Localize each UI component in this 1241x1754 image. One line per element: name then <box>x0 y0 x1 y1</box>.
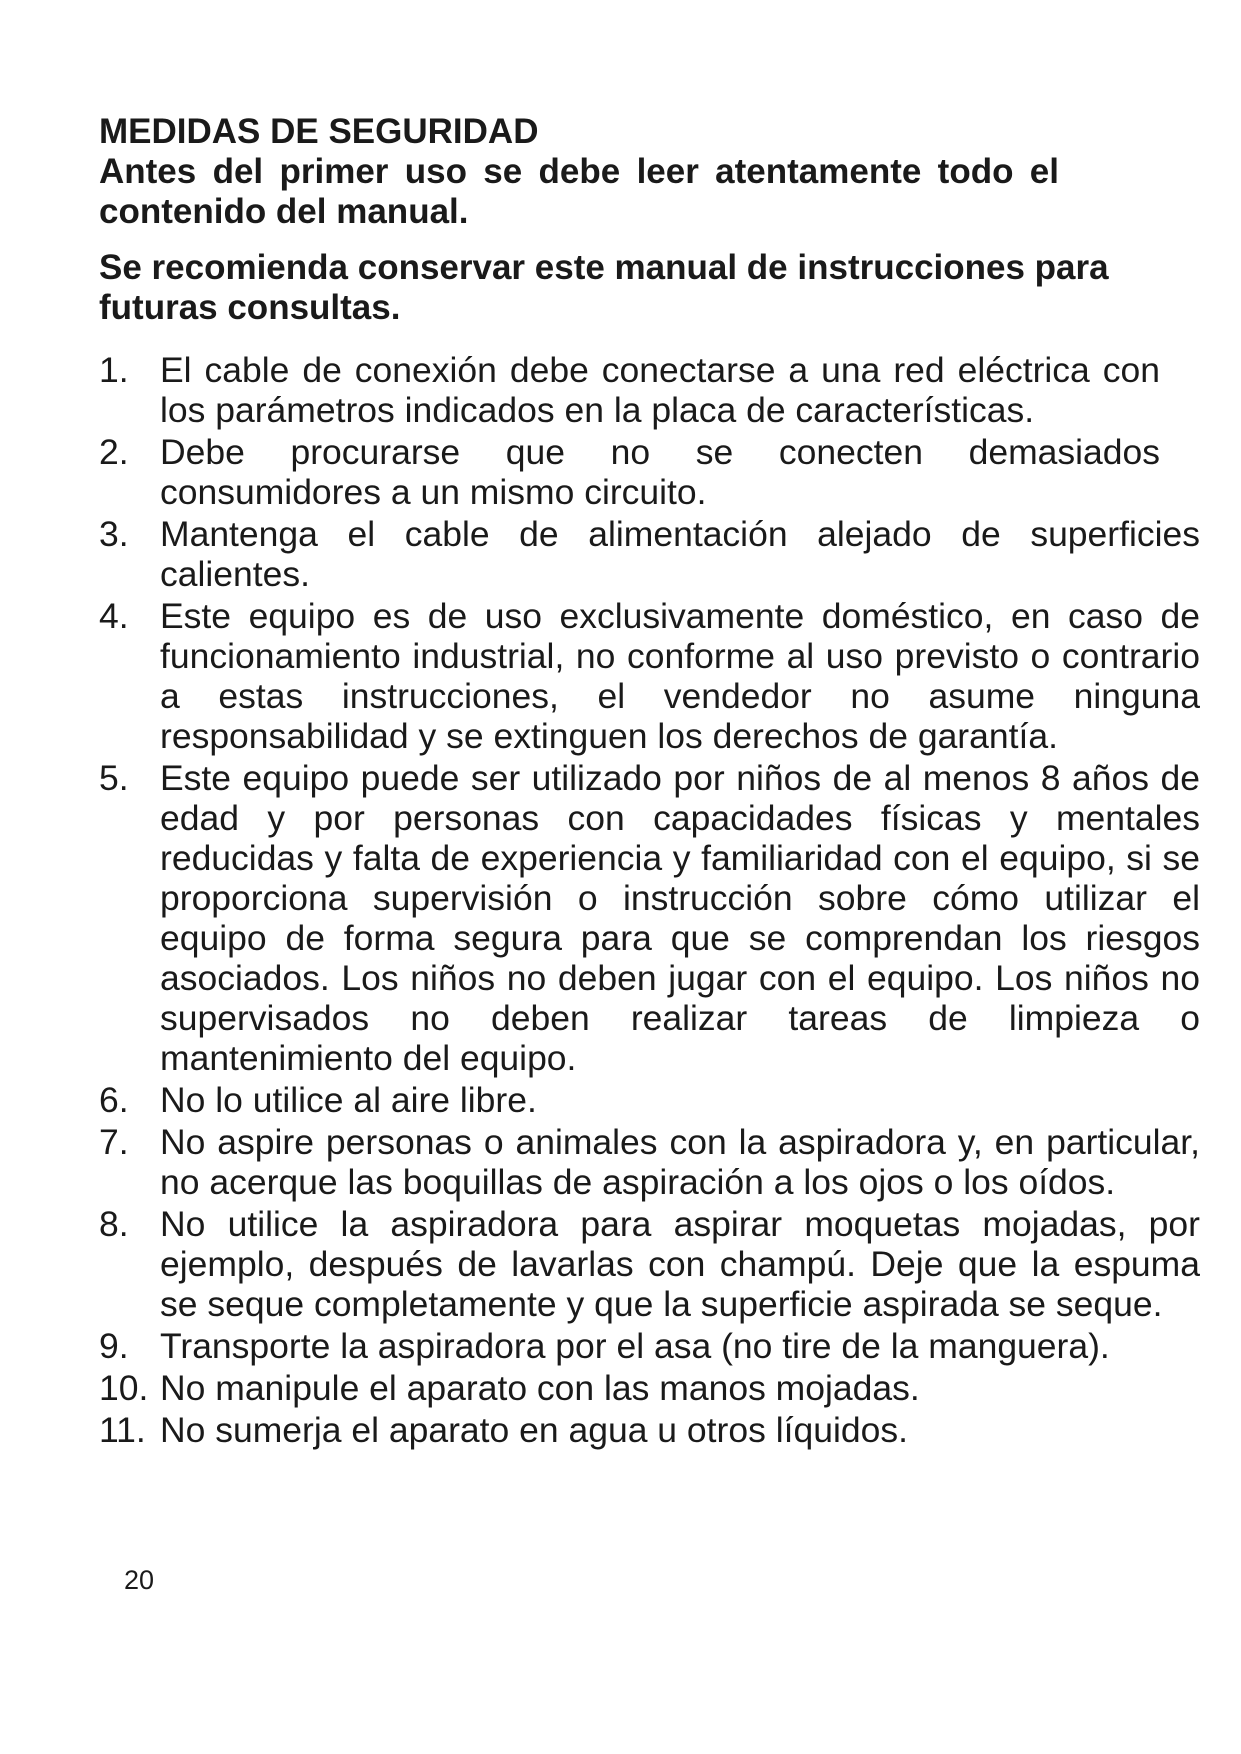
item-number: 11. <box>99 1410 146 1450</box>
item-text: No utilice la aspiradora para aspirar moquetas mojadas, por ejemplo, después de lavarlas con champú. Deje que la espuma se seque completamente y que la superficie aspirada se seque. <box>160 1204 1200 1324</box>
item-text: No sumerja el aparato en agua u otros líquidos. <box>160 1410 908 1450</box>
item-number: 9. <box>99 1326 129 1366</box>
list-item <box>99 514 1200 594</box>
item-number: 5. <box>99 758 129 798</box>
item-text: No manipule el aparato con las manos mojadas. <box>160 1368 920 1408</box>
safety-rules-list <box>99 350 1200 1450</box>
item-text: El cable de conexión debe conectarse a una red eléctrica con los parámetros indicados en la placa de características. <box>160 350 1160 430</box>
item-text: No lo utilice al aire libre. <box>160 1080 537 1120</box>
keep-manual-note: Se recomienda conservar este manual de instrucciones para futuras consultas. <box>99 248 1109 327</box>
page-number: 20 <box>124 1565 155 1595</box>
item-number: 4. <box>99 596 129 636</box>
safety-section <box>99 112 1200 1452</box>
item-number: 8. <box>99 1204 129 1244</box>
item-text: Este equipo puede ser utilizado por niños de al menos 8 años de edad y por personas con capacidades físicas y mentales reducidas y falta de experiencia y familiaridad con el equipo, si se proporciona supervisión o instrucción sobre cómo utilizar el equipo de forma segura para que se comprendan los riesgos asociados. Los niños no deben jugar con el equipo. Los niños no supervisados no deben realizar tareas de limpieza o mantenimiento del equipo. <box>160 758 1200 1078</box>
item-text: No aspire personas o animales con la aspiradora y, en particular, no acerque las boquillas de aspiración a los ojos o los oídos. <box>160 1122 1200 1202</box>
list-item <box>99 1122 1200 1202</box>
list-item <box>99 1080 1160 1120</box>
item-text: Transporte la aspiradora por el asa (no tire de la manguera). <box>160 1326 1110 1366</box>
list-item <box>99 432 1160 512</box>
item-text: Debe procurarse que no se conecten demasiados consumidores a un mismo circuito. <box>160 432 1160 512</box>
intro-warning: Antes del primer uso se debe leer atentamente todo el contenido del manual. <box>99 152 1059 231</box>
item-number: 3. <box>99 514 129 554</box>
list-item <box>99 758 1200 1078</box>
list-item <box>99 596 1200 756</box>
section-title: MEDIDAS DE SEGURIDAD <box>99 112 539 151</box>
list-item <box>99 1326 1200 1366</box>
item-text: Mantenga el cable de alimentación alejado de superficies calientes. <box>160 514 1200 594</box>
list-item <box>99 1204 1200 1324</box>
item-number: 2. <box>99 432 129 472</box>
item-number: 10. <box>99 1368 149 1408</box>
item-number: 1. <box>99 350 129 390</box>
item-text: Este equipo es de uso exclusivamente doméstico, en caso de funcionamiento industrial, no conforme al uso previsto o contrario a estas instrucciones, el vendedor no asume ninguna responsabilidad y se extinguen los derechos de garantía. <box>160 596 1200 756</box>
list-item <box>99 1368 1160 1408</box>
list-item <box>99 1410 1160 1450</box>
item-number: 7. <box>99 1122 129 1162</box>
list-item <box>99 350 1160 430</box>
item-number: 6. <box>99 1080 129 1120</box>
